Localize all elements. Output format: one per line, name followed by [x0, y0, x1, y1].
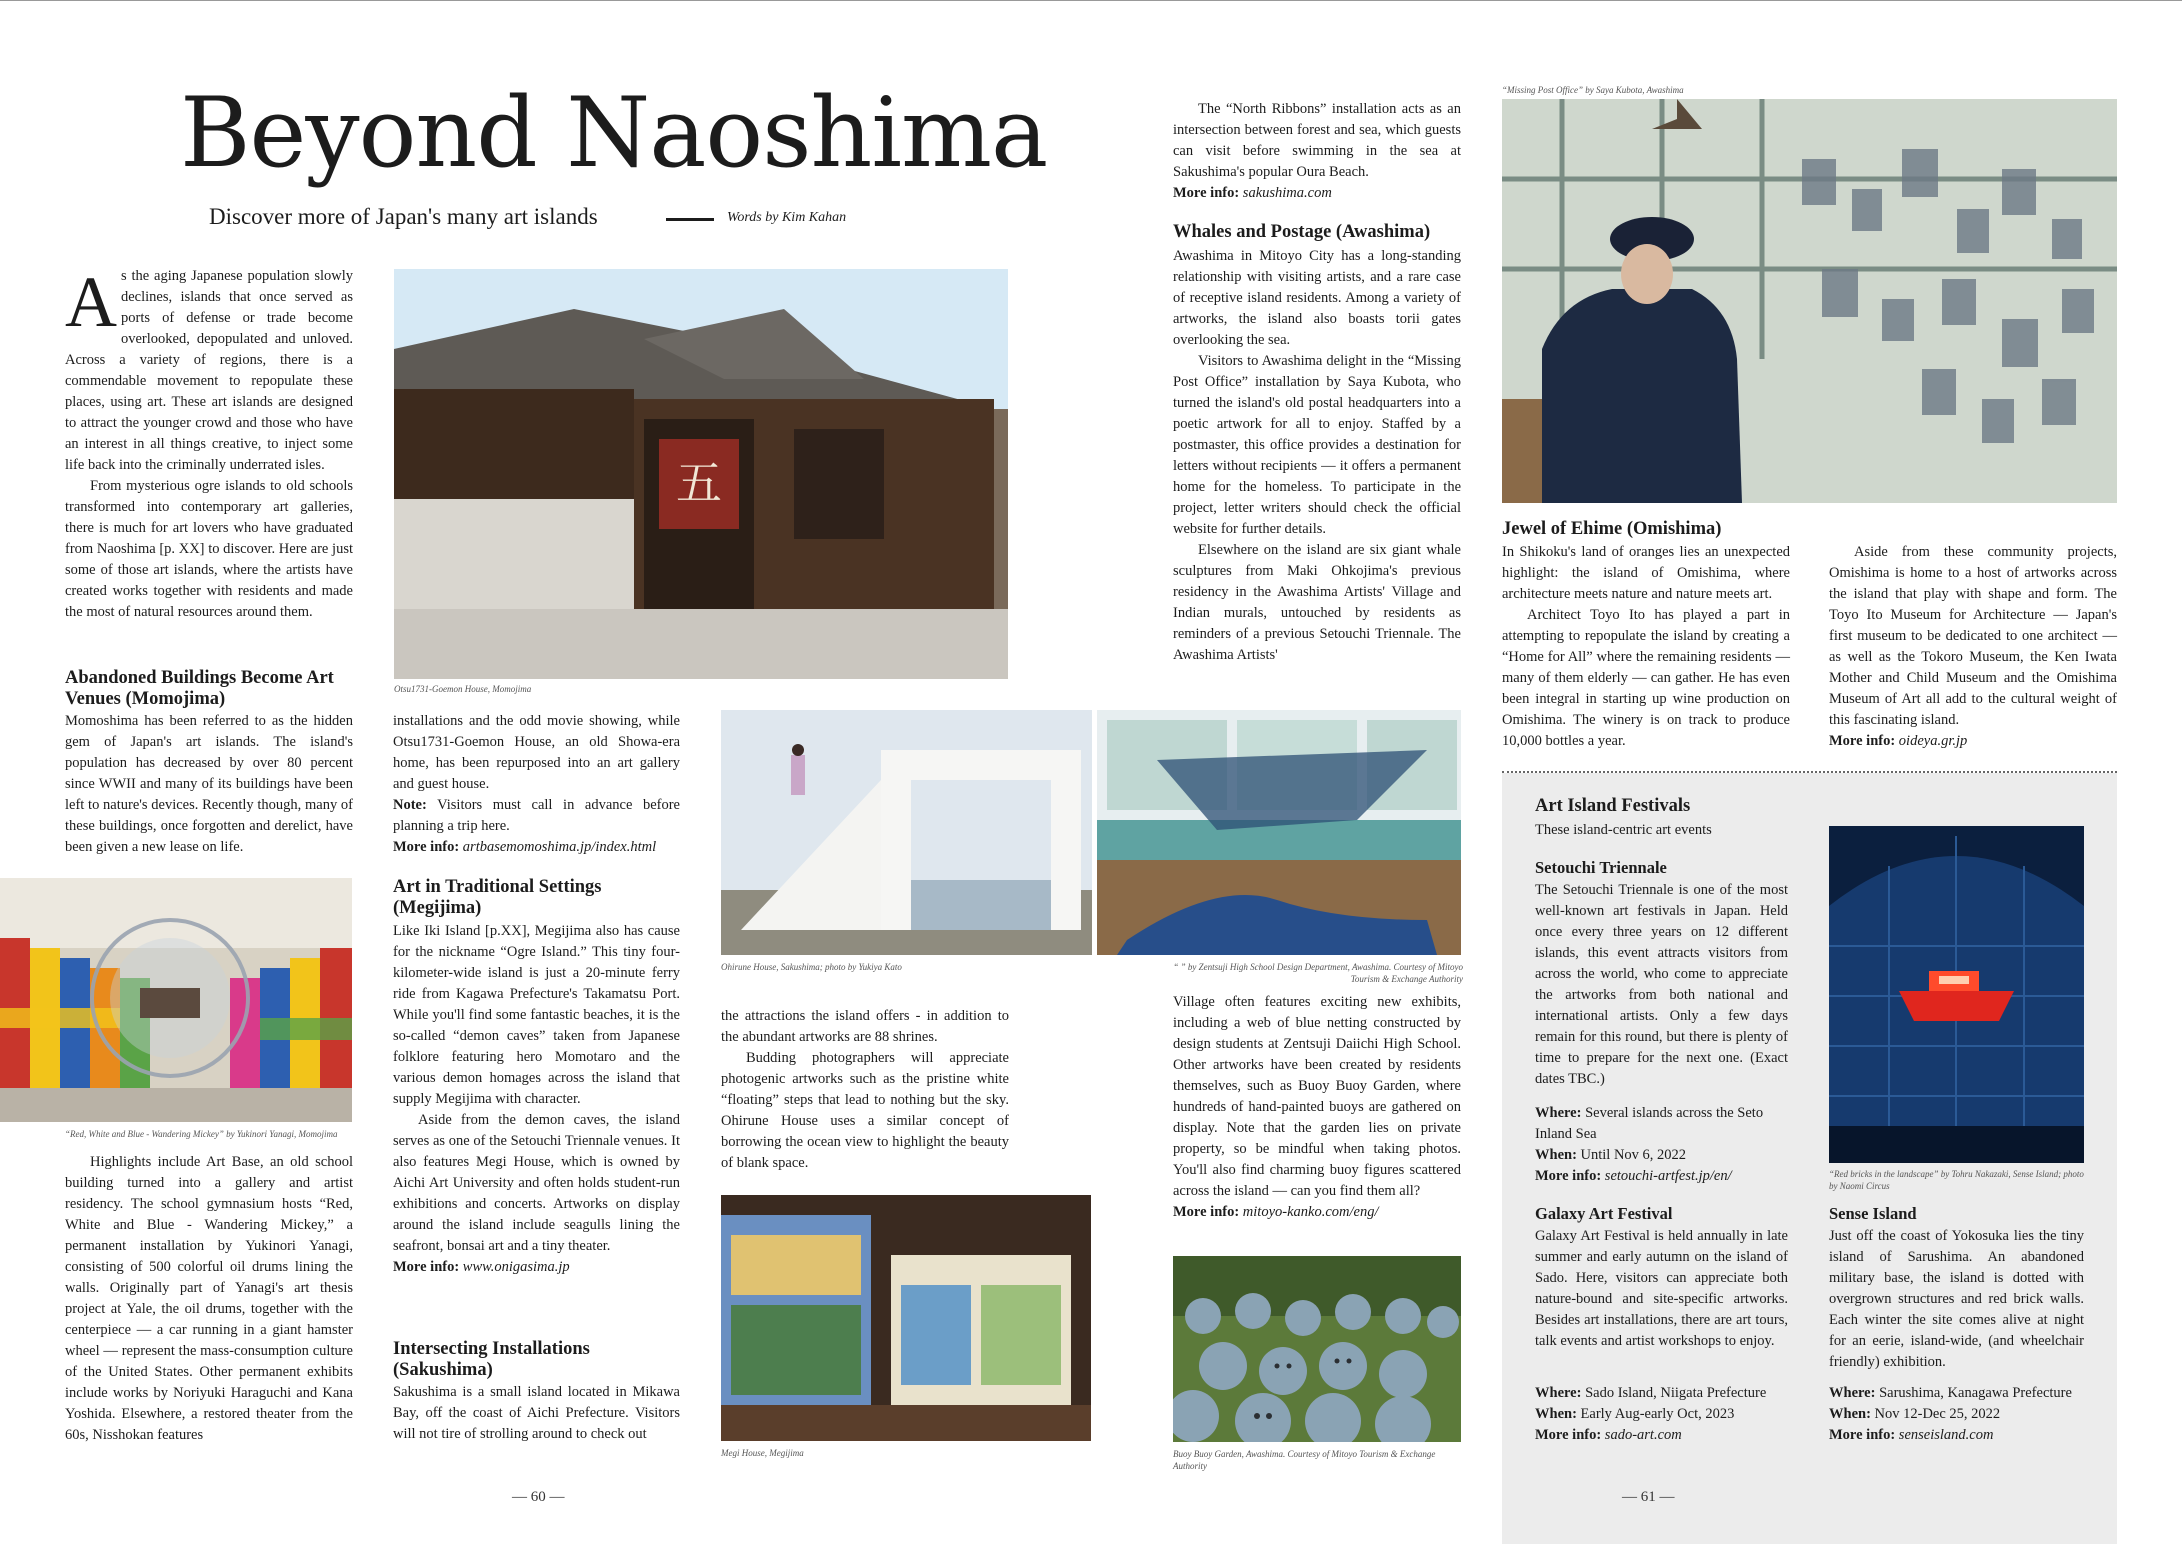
page-number-right: — 61 — [1622, 1489, 1675, 1505]
where-label: Where: [1829, 1385, 1876, 1401]
more-info-label: More info: [1535, 1168, 1602, 1184]
galaxy-body: Galaxy Art Festival is held annually in late summer and early autumn on the island of Sado. Here, visitors can appreciate both nature-bound and site-specific artworks. Besides art installations, there are art tours, talk events and artist workshops to enjoy. [1535, 1228, 1788, 1349]
momojima-text-1 [65, 711, 353, 858]
ohirune-house-photo [721, 710, 1092, 955]
svg-text:五: 五 [676, 456, 722, 510]
note-label: Note: [393, 797, 427, 813]
more-info-label: More info: [393, 839, 460, 855]
awashima-link[interactable]: mitoyo-kanko.com/eng/ [1242, 1204, 1379, 1220]
sakushima-paragraph-1: Sakushima is a small island located in Mikawa Bay, off the coast of Aichi Prefecture. Visitors will not tire of strolling around to check out [393, 1384, 680, 1442]
article-subtitle: Discover more of Japan's many art islands [209, 204, 598, 229]
goemon-caption: Otsu1731-Goemon House, Momojima [394, 684, 532, 694]
setouchi-heading: Setouchi Triennale [1535, 858, 1667, 877]
missing-post-office-photo [1502, 99, 2117, 503]
sense-island-text [1829, 1226, 2084, 1373]
sense-island-body: Just off the coast of Yokosuka lies the tiny island of Sarushima. An abandoned military base, the island is dotted with overgrown structures and red brick walls. Each winter the site comes alive at night for an eerie, island-wide, (and wheelchair friendly) exhibition. [1829, 1228, 2084, 1370]
momojima-paragraph-1: Momoshima has been referred to as the hidden gem of Japan's art islands. The island's population has decreased by over 80 percent since WWII and many of its buildings have been left to nature's devices. Recently though, many of these buildings, once forgotten and derelict, have been given a new lease on life. [65, 713, 353, 855]
drop-cap: A [65, 262, 117, 342]
red-bricks-caption: “Red bricks in the landscape” by Tohru Nakazaki, Sense Island; photo by Naomi Circus [1829, 1169, 2084, 1191]
sakushima-text-3 [1173, 99, 1461, 204]
where-label: Where: [1535, 1385, 1582, 1401]
more-info-label: More info: [1535, 1427, 1602, 1443]
subtitle-rule [666, 218, 714, 221]
momojima-heading: Abandoned Buildings Become Art Venues (Momojima) [65, 668, 334, 709]
awashima-heading: Whales and Postage (Awashima) [1173, 222, 1431, 242]
awashima-text-1 [1173, 246, 1461, 666]
more-info-label: More info: [1829, 733, 1896, 749]
momojima-paragraph-3: installations and the odd movie showing, while Otsu1731-Goemon House, an old Showa-era home, has been repurposed into an art gallery and guest house. [393, 713, 680, 792]
page-number-left: — 60 — [512, 1489, 565, 1505]
sense-island-details [1829, 1383, 2089, 1446]
momojima-link[interactable]: artbasemomoshima.jp/index.html [462, 839, 657, 855]
setouchi-body: The Setouchi Triennale is one of the most well-known art festivals in Japan. Held once every three years on 12 different islands, this event attracts visitors from across the world, who come to appreciate the artworks from both national and international artists. Only a few days remain for this round, but there is plenty of time to prepare for the next one. (Exact dates TBC.) [1535, 882, 1788, 1087]
megi-caption: Megi House, Megijima [721, 1448, 804, 1458]
festivals-intro: These island-centric art events [1535, 822, 1712, 838]
megijima-link[interactable]: www.onigasima.jp [462, 1259, 570, 1275]
zentsuji-net-photo [1097, 710, 1461, 955]
megijima-paragraph-2: Aside from the demon caves, the island serves as one of the Setouchi Triennale venues. It also features Megi House, which is owned by Aichi Art University and often holds student-run exhibitions and concerts. Artworks on display around the island include seagulls lining the seafront, bonsai art and a tiny theater. [393, 1112, 680, 1254]
sakushima-paragraph-2: the attractions the island offers - in addition to the abundant artworks are 88 shrines. [721, 1008, 1009, 1045]
intro-paragraph-2: From mysterious ogre islands to old schools transformed into contemporary art galleries, there is much for art lovers who have graduated from Naoshima [p. XX] to discover. Here are just some of those art islands, where the artists have created works together with residents and made the most of natural resources around them. [65, 478, 353, 620]
omishima-paragraph-3: Aside from these community projects, Omishima is home to a host of artworks across the island that play with shape and form. The Toyo Ito Museum for Architecture — Japan's first museum to be dedicated to one architect — as well as the Tokoro Museum, the Ken Iwata Mother and Child Museum and the Omishima Museum of Art all add to the cultural weight of this fascinating island. [1829, 544, 2117, 728]
festivals-heading: Art Island Festivals [1535, 796, 1691, 816]
sense-island-heading: Sense Island [1829, 1204, 1917, 1223]
sakushima-text-1 [393, 1382, 680, 1445]
intro-paragraph-1: s the aging Japanese population slowly declines, islands that once served as ports of defense or trade become overlooked, depopulated and unloved. Across a variety of regions, there is a commendable movement to repopulate these places, using art. These art islands are designed to attract the younger crowd and those who have an interest in all things creative, to inject some life back into the criminally underrated isles. [65, 268, 353, 473]
setouchi-link[interactable]: setouchi-artfest.jp/en/ [1604, 1168, 1732, 1184]
goemon-house-photo [394, 269, 1008, 679]
momojima-text-3 [393, 711, 680, 858]
momojima-paragraph-2: Highlights include Art Base, an old school building turned into a gallery and artist residency. The school gymnasium hosts “Red, White and Blue - Wandering Mickey,” a permanent installation by Yukinori Yanagi, consisting of 500 colorful oil drums lining the walls. Originally part of Yanagi's art thesis project at Yale, the oil drums, together with the centerpiece — a car running in a giant hamster wheel — represent the mass-consumption culture of the United States. Other permanent exhibits include works by Noriyuki Haraguchi and Kana Yoshida. Elsewhere, a restored theater from the 60s, Nisshokan features [65, 1154, 353, 1443]
megijima-text [393, 921, 680, 1278]
sense-where: Sarushima, Kanagawa Prefecture [1879, 1385, 2072, 1401]
awashima-paragraph-1: Awashima in Mitoyo City has a long-standing relationship with visiting artists, and a rare case of receptive island residents. Among a variety of artworks, the island also boasts torii gates overlooking the sea. [1173, 248, 1461, 348]
galaxy-text [1535, 1226, 1788, 1352]
buoy-garden-photo [1173, 1256, 1461, 1442]
galaxy-details [1535, 1383, 1795, 1446]
when-label: When: [1535, 1147, 1577, 1163]
omishima-link[interactable]: oideya.gr.jp [1898, 733, 1968, 749]
ohirune-caption: Ohirune House, Sakushima; photo by Yukiya Kato [721, 962, 902, 972]
omishima-heading: Jewel of Ehime (Omishima) [1502, 519, 1722, 539]
byline: Words by Kim Kahan [727, 210, 847, 225]
megijima-heading: Art in Traditional Settings (Megijima) [393, 877, 602, 918]
article-title: Beyond Naoshima [180, 77, 1048, 189]
more-info-label: More info: [1173, 185, 1240, 201]
setouchi-text [1535, 880, 1788, 1090]
awashima-paragraph-2: Visitors to Awashima delight in the “Missing Post Office” installation by Saya Kubota, who turned the island's old postal headquarters into a poetic artwork for all to enjoy. Staffed by a postmaster, this office provides a destination for letters without recipients — it offers a permanent home for the homeless. To participate in the project, letter writers should check the official website for further details. [1173, 353, 1461, 537]
galaxy-heading: Galaxy Art Festival [1535, 1204, 1673, 1223]
setouchi-details [1535, 1103, 1788, 1187]
megijima-paragraph-1: Like Iki Island [p.XX], Megijima also has cause for the nickname “Ogre Island.” This tiny four-kilometer-wide island is just a 20-minute ferry ride from Kagawa Prefecture's Takamatsu Port. While you'll find some fantastic beaches, it is the so-called “demon caves” taken from Japanese folklore featuring hero Momotaro and the various demon homages across the island that supply Megijima with character. [393, 923, 680, 1107]
sakushima-text-2 [721, 1006, 1009, 1174]
sakushima-heading: Intersecting Installations (Sakushima) [393, 1339, 590, 1380]
when-label: When: [1535, 1406, 1577, 1422]
omishima-text-2 [1829, 542, 2117, 752]
omishima-paragraph-2: Architect Toyo Ito has played a part in attempting to repopulate the island by creating a “Home for All” where the remaining residents — many of them elderly — can gather. He has even been integral in starting up wine production on Omishima. The winery is on track to produce 10,000 bottles a year. [1502, 607, 1790, 749]
buoy-caption: Buoy Buoy Garden, Awashima. Courtesy of Mitoyo Tourism & Exchange Authority [1173, 1449, 1436, 1471]
zentsuji-caption: “ ” by Zentsuji High School Design Department, Awashima. Courtesy of Mitoyo Tourism & Exchange Authority [1173, 962, 1463, 984]
red-bricks-photo [1829, 826, 2084, 1163]
intro-text [65, 262, 353, 623]
top-rule [0, 0, 2182, 1]
post-office-caption: “Missing Post Office” by Saya Kubota, Awashima [1502, 85, 1684, 95]
more-info-label: More info: [1173, 1204, 1240, 1220]
where-label: Where: [1535, 1105, 1582, 1121]
momojima-note: Visitors must call in advance before planning a trip here. [393, 797, 680, 834]
galaxy-where: Sado Island, Niigata Prefecture [1585, 1385, 1767, 1401]
setouchi-when: Until Nov 6, 2022 [1580, 1147, 1687, 1163]
sakushima-link[interactable]: sakushima.com [1242, 185, 1332, 201]
sense-when: Nov 12-Dec 25, 2022 [1874, 1406, 2001, 1422]
sakushima-paragraph-4: The “North Ribbons” installation acts as an intersection between forest and sea, which guests can visit before swimming in the sea at Sakushima's popular Oura Beach. [1173, 101, 1461, 180]
more-info-label: More info: [393, 1259, 460, 1275]
galaxy-link[interactable]: sado-art.com [1604, 1427, 1682, 1443]
omishima-paragraph-1: In Shikoku's land of oranges lies an unexpected highlight: the island of Omishima, where architecture meets nature and nature meets art. [1502, 544, 1790, 602]
when-label: When: [1829, 1406, 1871, 1422]
awashima-paragraph-3: Elsewhere on the island are six giant whale sculptures from Maki Ohkojima's previous residency in the Awashima Artists' Village and Indian murals, untouched by residents as reminders of a previous Setouchi Triennale. The Awashima Artists' [1173, 542, 1461, 663]
setouchi-where: Several islands across the Seto Inland Sea [1535, 1105, 1764, 1142]
galaxy-when: Early Aug-early Oct, 2023 [1580, 1406, 1735, 1422]
mickey-caption: “Red, White and Blue - Wandering Mickey” by Yukinori Yanagi, Momojima [65, 1129, 338, 1139]
megi-house-photo [721, 1195, 1091, 1441]
omishima-text-1 [1502, 542, 1790, 752]
more-info-label: More info: [1829, 1427, 1896, 1443]
awashima-text-2 [1173, 992, 1461, 1223]
momojima-text-2 [65, 1152, 353, 1446]
sakushima-paragraph-3: Budding photographers will appreciate photogenic artworks such as the pristine white “floating” steps that lead to nothing but the sky. Ohirune House uses a similar concept of borrowing the ocean view to highlight the beauty of blank space. [721, 1050, 1009, 1171]
awashima-paragraph-4: Village often features exciting new exhibits, including a web of blue netting constructed by design students at Zentsuji Daiichi High School. Other artworks have been created by residents themselves, such as Buoy Buoy Garden, where hundreds of hand-painted buoys are gathered on display. Note that the garden lies on private property, so be mindful when taking photos. You'll also find charming buoy figures scattered across the island — can you find them all? [1173, 994, 1461, 1199]
sense-link[interactable]: senseisland.com [1898, 1427, 1994, 1443]
mickey-photo [0, 878, 352, 1122]
